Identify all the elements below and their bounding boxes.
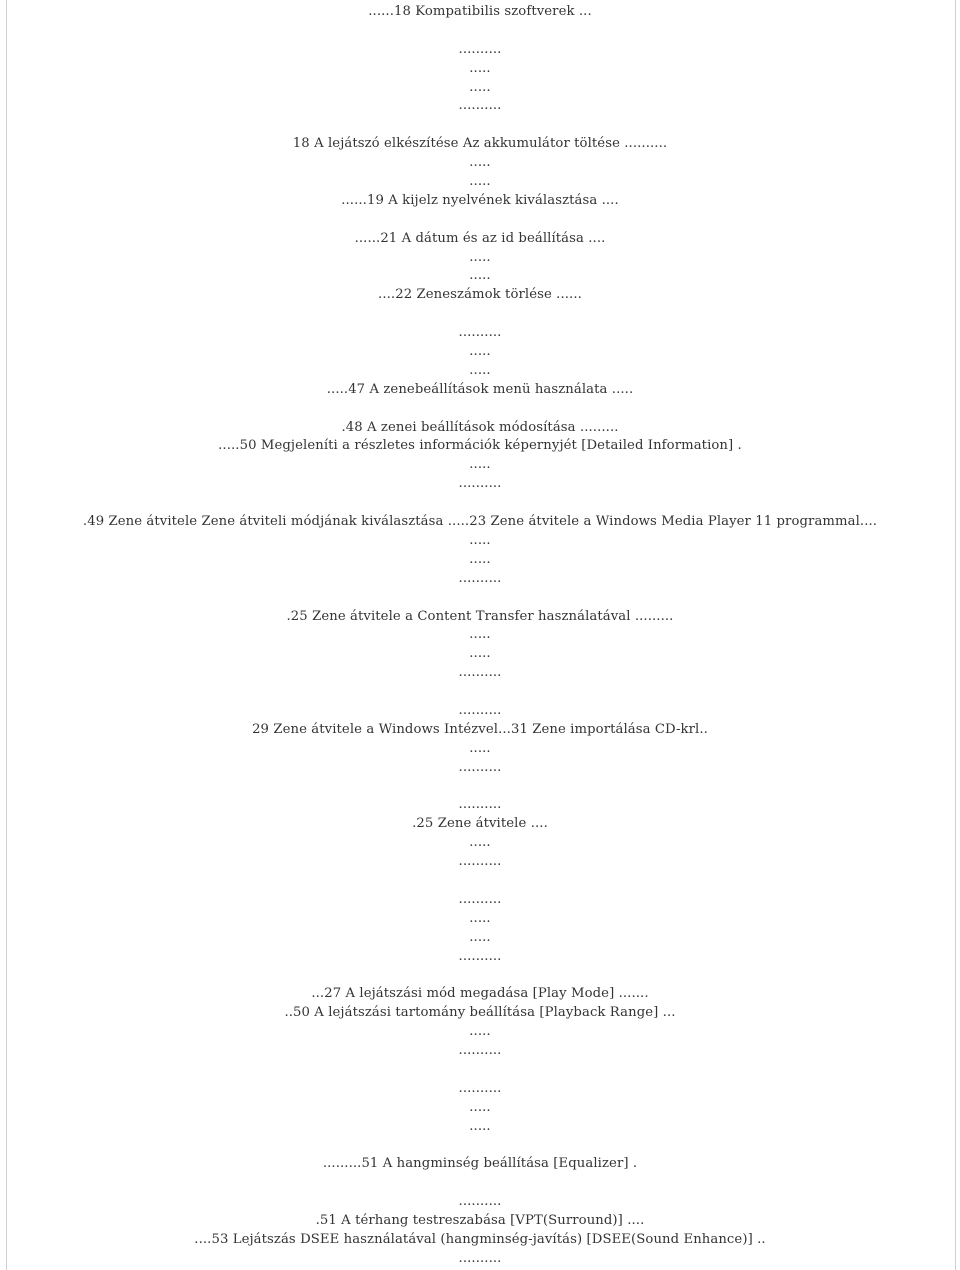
toc-line: .......... [458,325,502,341]
toc-line: ..50 A lejátszási tartomány beállítása [Playback Range] ... [284,1005,676,1021]
toc-line: ..... [469,60,491,76]
toc-line: ..... [469,1024,491,1040]
toc-line: .......... [458,854,502,870]
toc-line: .51 A térhang testreszabása [VPT(Surround)] .... [315,1213,645,1228]
toc-line [0,683,960,702]
toc-line: .......... [458,476,502,492]
toc-line: ..... [469,174,491,190]
toc-line: ......18 Kompatibilis szoftverek ... [368,4,592,19]
toc-line: ..... [469,155,491,171]
toc-line [0,22,960,41]
toc-line [0,116,960,135]
toc-line [0,494,960,513]
toc-line: ..... [469,929,491,945]
toc-line [0,589,960,608]
toc-line [0,1061,960,1080]
toc-line: .....47 A zenebeállítások menü használata ..... [326,381,634,397]
toc-line: ..... [469,740,491,756]
toc-line: .......... [458,570,502,586]
toc-line: .......... [458,665,502,681]
toc-line: ..... [469,835,491,851]
toc-line: ..... [469,79,491,95]
toc-line: ..... [469,646,491,662]
toc-line: .......... [458,702,502,718]
toc-line: ..... [469,362,491,378]
table-of-contents [0,3,960,1269]
toc-line: ..... [469,1099,491,1115]
toc-line: .....50 Megjeleníti a részletes információk képernyjét [Detailed Information] . [218,438,742,454]
toc-line [0,400,960,419]
toc-line: .......... [458,948,502,964]
toc-line: 29 Zene átvitele a Windows Intézvel...31 Zene importálása CD-krl.. [252,721,708,737]
toc-line [0,872,960,891]
toc-line: ....53 Lejátszás DSEE használatával (hangminség-javítás) [DSEE(Sound Enhance)] .. [194,1231,766,1247]
toc-line: .......... [458,759,502,775]
toc-line: ..... [469,268,491,284]
toc-line: .......... [458,891,502,907]
toc-line: .......... [458,1250,502,1266]
toc-line: .......... [458,41,502,57]
toc-line [0,305,960,324]
toc-line: ..... [469,344,491,360]
toc-line: ...27 A lejátszási mód megadása [Play Mode] ....... [311,986,649,1002]
toc-line: ..... [469,532,491,548]
toc-line [0,1174,960,1193]
toc-line: .25 Zene átvitele a Content Transfer használatával ......... [286,608,674,624]
toc-line: .49 Zene átvitele Zene átviteli módjának kiválasztása .....23 Zene átvitele a Windows Media Player 11 programmal.... [82,514,878,530]
toc-line [0,211,960,230]
toc-line: 18 A lejátszó elkészítése Az akkumulátor töltése .......... [292,136,668,152]
toc-line: .48 A zenei beállítások módosítása ......... [341,419,619,435]
toc-line: .......... [458,797,502,813]
toc-line: ..... [469,551,491,567]
toc-line: .......... [458,1042,502,1058]
toc-line: ..... [469,1118,491,1134]
toc-line: ......19 A kijelz nyelvének kiválasztása .... [341,192,619,208]
toc-line: ..... [469,457,491,473]
toc-line: .......... [458,98,502,114]
toc-line [0,778,960,797]
toc-line [0,966,960,985]
toc-line: .........51 A hangminség beállítása [Equalizer] . [322,1156,638,1172]
toc-line: .......... [458,1194,502,1210]
toc-line [0,1136,960,1155]
toc-line: ..... [469,627,491,643]
toc-line: .......... [458,1080,502,1096]
toc-line: .25 Zene átvitele .... [412,816,548,832]
toc-line: ..... [469,249,491,265]
toc-line: ......21 A dátum és az id beállítása .... [354,230,606,246]
toc-line: ....22 Zeneszámok törlése ...... [378,287,582,303]
toc-line: ..... [469,910,491,926]
